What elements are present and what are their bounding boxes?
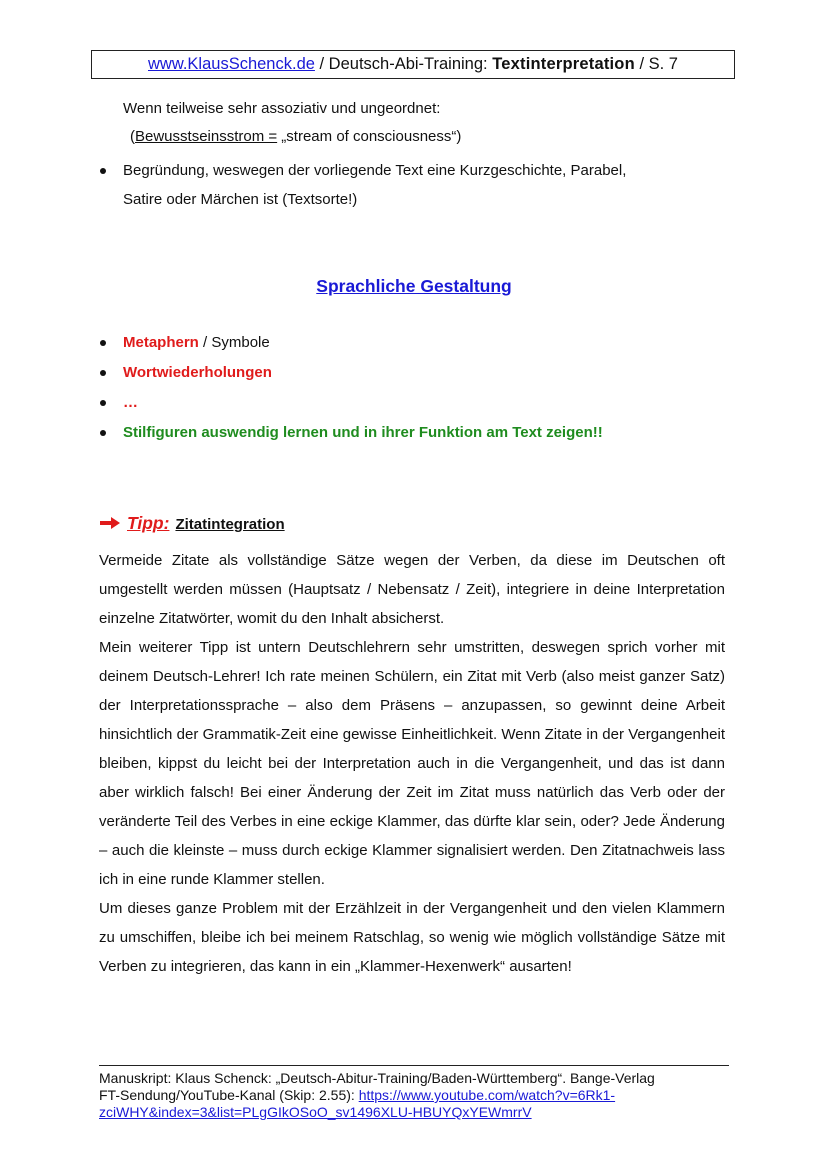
footer-divider bbox=[99, 1065, 729, 1066]
bullet-icon bbox=[100, 430, 106, 436]
tipp-label: Tipp: bbox=[127, 513, 170, 533]
paragraph: Vermeide Zitate als vollständige Sätze wegen der Verben, da diese im Deutschen oft umgestellt werden müssen (Hauptsatz / Nebensatz / Zeit), integriere in deine Interpretation einzelne Zitatwörter, womit du den Inhalt absicherst. bbox=[99, 552, 725, 627]
youtube-link[interactable]: https://www.youtube.com/watch?v=6Rk1- bbox=[358, 1087, 616, 1103]
metaphern-label: Metaphern bbox=[123, 334, 199, 351]
symbole-label: / Symbole bbox=[198, 334, 270, 351]
bullet-icon bbox=[100, 168, 106, 174]
footer-line-2 bbox=[99, 1087, 739, 1104]
list-item: Stilfiguren auswendig lernen und in ihrer Funktion am Text zeigen!! bbox=[123, 424, 603, 441]
paragraph: Mein weiterer Tipp ist untern Deutschlehrern sehr umstritten, deswegen sprich vorher mit deinem Deutsch-Lehrer! Ich rate meinen Schülern, ein Zitat mit Verb (also meist ganzer Satz) der Interpretationssprache – also dem Präsens – anzupassen, so gewinnt deine Arbeit hinsichtlich der Grammatik-Zeit eine gewisse Einheitlichkeit. Wenn Zitate in der Vergangenheit bleiben, kippst du leicht bei der Interpretation auch in die Vergangenheit, und das ist dann aber wirklich falsch! Bei einer Änderung der Zeit im Zitat muss natürlich das Verb oder der veränderte Teil des Verbes in eine eckige Klammer, das dürfte klar sein, oder? Jede Änderung – auch die kleinste – muss durch eckige Klammer signalisiert werden. Den Zitatnachweis lass ich in eine runde Klammer stellen. bbox=[99, 639, 725, 888]
body-text bbox=[99, 546, 725, 981]
list-item: Wortwiederholungen bbox=[123, 364, 272, 381]
header-topic: Textinterpretation bbox=[492, 55, 635, 73]
intro-line-1: Wenn teilweise sehr assoziativ und ungeordnet: bbox=[123, 100, 441, 117]
arrow-right-icon bbox=[99, 516, 121, 530]
footer-line-1: Manuskript: Klaus Schenck: „Deutsch-Abitur-Training/Baden-Württemberg“. Bange-Verlag bbox=[99, 1070, 655, 1086]
intro-open-paren: ( bbox=[130, 128, 135, 145]
bullet-icon bbox=[100, 370, 106, 376]
consciousness-term: Bewusstseinsstrom = bbox=[135, 128, 278, 145]
bullet-icon bbox=[100, 340, 106, 346]
section-title: Sprachliche Gestaltung bbox=[316, 276, 512, 296]
begruendung-line-1: Begründung, weswegen der vorliegende Text eine Kurzgeschichte, Parabel, bbox=[123, 162, 627, 179]
site-link[interactable]: www.KlausSchenck.de bbox=[148, 55, 315, 73]
footer bbox=[99, 1070, 739, 1121]
footer-line-3 bbox=[99, 1104, 739, 1121]
paragraph: Um dieses ganze Problem mit der Erzählzeit in der Vergangenheit und den vielen Klammern zu umschiffen, bleibe ich bei meinem Ratschlag, so wenig wie möglich vollständige Sätze mit Verben zu integrieren, das kann in ein „Klammer-Hexenwerk“ ausarten! bbox=[99, 900, 725, 975]
header-separator: / Deutsch-Abi-Training: bbox=[314, 55, 493, 73]
youtube-link-continued[interactable]: zciWHY&index=3&list=PLgGIkOSoO_sv1496XLU-HBUYQxYEWmrrV bbox=[99, 1104, 532, 1120]
consciousness-definition: „stream of consciousness“) bbox=[277, 128, 462, 145]
footer-line-2-prefix: FT-Sendung/YouTube-Kanal (Skip: 2.55): bbox=[99, 1087, 359, 1103]
intro-line-2 bbox=[130, 128, 461, 145]
tipp-heading bbox=[99, 513, 285, 534]
tipp-title: Zitatintegration bbox=[175, 516, 285, 533]
page-header bbox=[91, 50, 735, 79]
bullet-icon bbox=[100, 400, 106, 406]
header-page-number: / S. 7 bbox=[634, 55, 678, 73]
list-item bbox=[123, 334, 270, 351]
list-item: … bbox=[123, 394, 138, 411]
begruendung-line-2: Satire oder Märchen ist (Textsorte!) bbox=[123, 191, 358, 208]
